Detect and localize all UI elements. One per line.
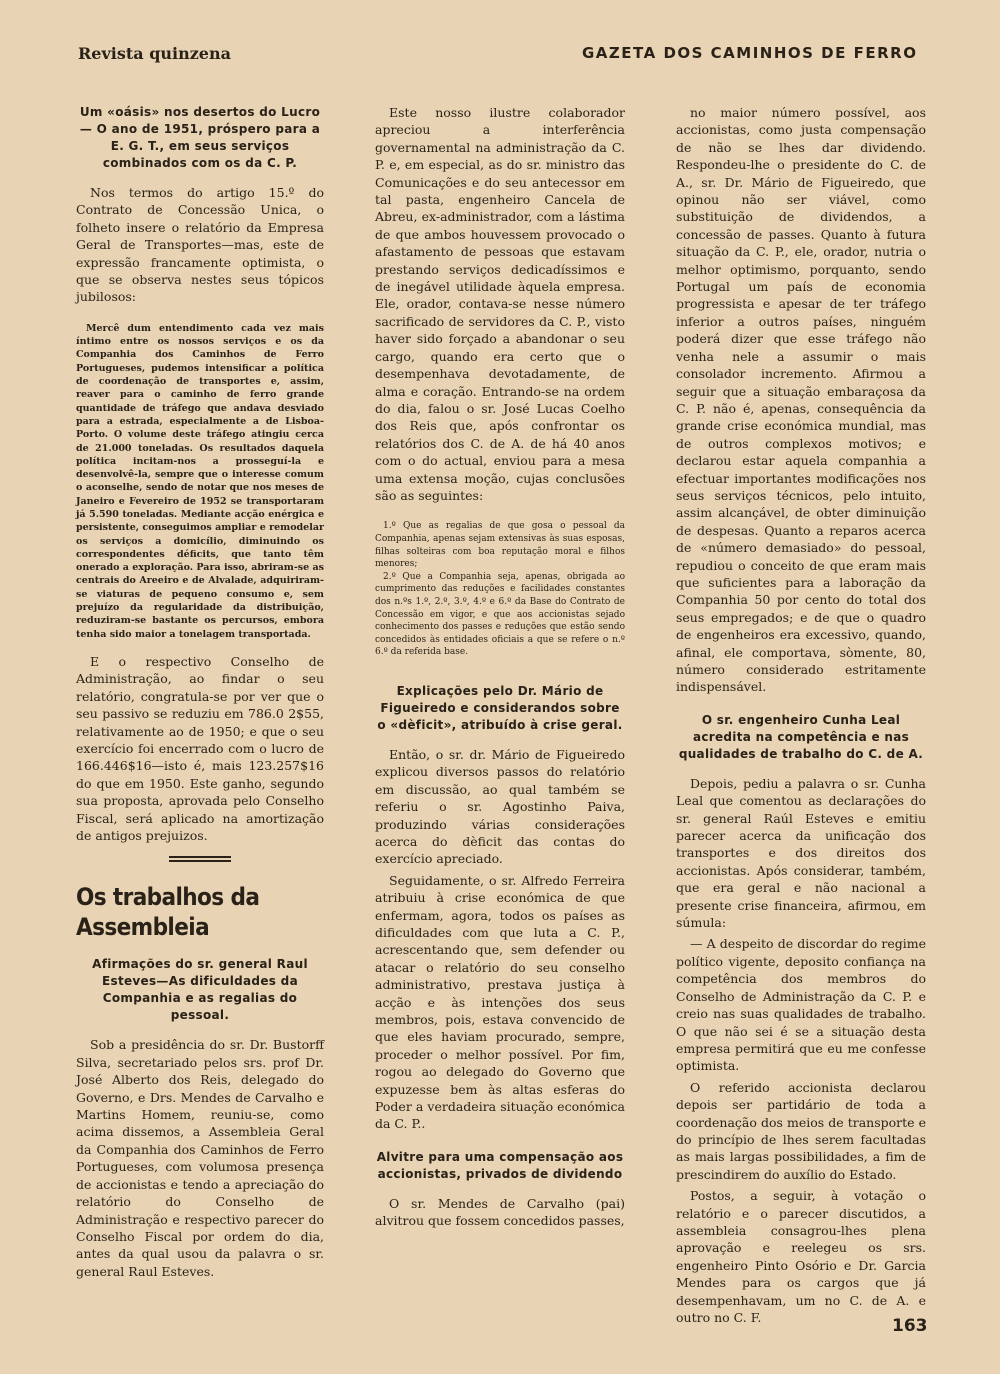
- motion-conclusion-1: 1.º Que as regalias de que gosa o pessoal da Companhia, apenas sejam extensivas às suas esposas, filhas solteiras com boa reputação moral e filhos menores;: [375, 521, 625, 570]
- column-1: [76, 104, 324, 1284]
- paragraph: Então, o sr. dr. Mário de Figueiredo explicou diversos passos do relatório em discussão, ao qual também se referiu o sr. Agostinho Paiva, produzindo várias considerações acerca do dèficit das contas do exercício apreciado.: [375, 746, 625, 867]
- article-subheading: Explicações pelo Dr. Mário de Figueiredo e considerandos sobre o «dèficit», atribuído à crise geral.: [377, 683, 623, 732]
- paragraph: O referido accionista declarou depois ser partidário de toda a coordenação dos meios de transporte e do princípio de lhes serem facultadas as mais largas possibilidades, a fim de prescindirem do auxílio do Estado.: [676, 1079, 926, 1182]
- article-subheading: Alvitre para uma compensação aos accionistas, privados de dividendo: [376, 1149, 624, 1181]
- paragraph: Postos, a seguir, à votação o relatório e o parecer discutidos, a assembleia consagrou-lhes plena aprovação e reelegeu os srs. engenheiro Pinto Osório e Dr. Garcia Mendes para os cargos que já desempenhavam, um no C. de A. e outro no C. F.: [676, 1188, 926, 1325]
- page-number: 163: [892, 1316, 928, 1336]
- divider: [169, 856, 231, 862]
- motion-conclusion-2: 2.º Que a Companhia seja, apenas, obrigada ao cumprimento das reduções e facilidades constantes dos n.ºs 1.º, 2.º, 3.º, 4.º e 6.º da Base do Contrato de Concessão em vigor, e que aos accionistas sejado conhecimento dos passes e reduções que estão sendo concedidos às entidades oficiais a que se refere o n.º 6.º da referida base.: [375, 571, 625, 658]
- header-left: Revista quinzena: [78, 44, 231, 63]
- paragraph: — A despeito de discordar do regime político vigente, deposito confiança na competência dos membros do Conselho de Administração da C. P. e creio nas suas qualidades de trabalho. O que não sei é se a situação desta empresa permitirá que eu me confesse optimista.: [676, 936, 926, 1074]
- article-subheading: Afirmações do sr. general Raul Esteves—As dificuldades da Companhia e as regalias do pessoal.: [92, 957, 308, 1023]
- quoted-report: Mercê dum entendimento cada vez mais íntimo entre os nossos serviços e os da Companhia dos Caminhos de Ferro Portugueses, pudemos intensificar a política de coordenação de transportes e, assim, reaver para o caminho de ferro grande quantidade de tráfego que andava desviado para a estrada, especialmente a de Lisboa-Porto. O volume deste tráfego atingiu cerca de 21.000 toneladas. Os resultados daquela política incitam-nos a prosseguí-la e desenvolvê-la, sempre que o interesse comum o aconselhe, sendo de notar que nos meses de Janeiro e Fevereiro de 1952 se transportaram já 5.590 toneladas. Mediante acção enérgica e persistente, conseguimos ampliar e remodelar os serviços a domicílio, diminuindo os correspondentes déficits, que tanto têm onerado a exploração. Para isso, abriram-se as centrais do Areeiro e de Alvalade, adquiriram-se viaturas de pequeno consumo e, sem prejuízo da regularidade da distribuição, reduziram-se bastante os percursos, embora tenha sido maior a tonelagem transportada.: [76, 322, 324, 640]
- paragraph: Sob a presidência do sr. Dr. Bustorff Silva, secretariado pelos srs. prof Dr. José Alberto dos Reis, delegado do Governo, e Drs. Mendes de Carvalho e Martins Homem, reuniu-se, como acima dissemos, a Assembleia Geral da Companhia dos Caminhos de Ferro Portugueses, com volumosa presença de accionistas e tendo a apreciação do relatório do Conselho de Administração e respectivo parecer do Conselho Fiscal por ordem do dia, antes da qual usou da palavra o sr. general Raul Esteves.: [76, 1037, 324, 1279]
- paragraph: Depois, pediu a palavra o sr. Cunha Leal que comentou as declarações do sr. general Raúl Esteves e emitiu parecer acerca da unificação dos transportes e dos direitos dos accionistas. Após considerar, também, que era geral e não nacional a presente crise financeira, afirmou, em súmula:: [676, 775, 926, 931]
- column-3: [676, 104, 926, 1330]
- header-title: GAZETA DOS CAMINHOS DE FERRO: [582, 44, 918, 62]
- paragraph: E o respectivo Conselho de Administração, ao findar o seu relatório, congratula-se por ver que o seu passivo se reduziu em 786.0 2$55, relativamente ao de 1950; e que o seu exercício foi encerrado com o lucro de 166.446$16—isto é, mais 123.257$16 do que em 1950. Este ganho, segundo sua proposta, aprovada pelo Conselho Fiscal, será aplicado na amortização de antigos prejuizos.: [76, 653, 324, 844]
- paragraph: Este nosso ilustre colaborador apreciou a interferência governamental na administração da C. P. e, em especial, as do sr. ministro das Comunicações e do seu antecessor em tal pasta, engenheiro Cancela de Abreu, ex-administrador, com a lástima de que ambos houvessem provocado o afastamento de pessoas que estavam prestando serviços dedicadíssimos e de inegável utilidade àquela empresa. Ele, orador, contava-se nesse número sacrificado de servidores da C. P., visto haver sido forçado a abandonar o seu cargo, quando era certo que o desempenhava devotadamente, de alma e coração. Entrando-se na ordem do dia, falou o sr. José Lucas Coelho dos Reis que, após confrontar os relatórios dos C. de A. de há 40 anos com o do actual, enviou para a mesa uma extensa moção, cujas conclusões são as seguintes:: [375, 105, 625, 503]
- article-subheading: O sr. engenheiro Cunha Leal acredita na competência e nas qualidades de trabalho do C. de A.: [678, 712, 924, 761]
- column-2: [375, 104, 625, 1234]
- paragraph: Seguidamente, o sr. Alfredo Ferreira atribuiu à crise económica de que enfermam, agora, todos os países as dificuldades com que luta a C. P., acrescentando que, sem defender ou atacar o relatório do seu conselho administrativo, prestava justiça à acção e às intenções dos seus membros, pois, estava convencido de que eles haviam procurado, sempre, proceder o melhor possível. Por fim, rogou ao delegado do Governo que expuzesse bem às altas esferas do Poder a verdadeira situação económica da C. P..: [375, 872, 625, 1132]
- section-title: Os trabalhos da Assembleia: [76, 883, 260, 942]
- paragraph: Nos termos do artigo 15.º do Contrato de Concessão Unica, o folheto insere o relatório da Empresa Geral de Transportes—mas, este de expressão francamente optimista, o que se observa nestes seus tópicos jubilosos:: [76, 185, 324, 305]
- paragraph: O sr. Mendes de Carvalho (pai) alvitrou que fossem concedidos passes,: [375, 1195, 625, 1229]
- paragraph: no maior número possível, aos accionistas, como justa compensação de não se lhes dar dividendo. Respondeu-lhe o presidente do C. de A., sr. Dr. Mário de Figueiredo, que opinou não ser viável, como substituição de dividendos, a concessão de passes. Quanto à futura situação da C. P., ele, orador, nutria o melhor optimismo, porquanto, sendo Portugal um país de economia progressista e apesar de ter tráfego inferior a outros países, ninguém poderá dizer que esse tráfego não venha nele a assumir o mais consolador incremento. Afirmou a seguir que a situação embaraçosa da C. P. não é, apenas, consequência da grande crise económica mundial, mas de outros complexos motivos; e declarou estar aquela companhia a efectuar importantes modificações nos seus serviços técnicos, pelo intuito, assim alcançável, de obter diminuição de despesas. Quanto a reparos acerca de «número demasiado» do pessoal, repudiou o conceito de que eram mais que suficientes para a laboração da Companhia 50 por cento do total dos seus empregados; e de que o quadro de engenheiros era excessivo, quando, afinal, ele comportava, sòmente, 80, número considerado estritamente indispensável.: [676, 105, 926, 695]
- article-subheading: Um «oásis» nos desertos do Lucro — O ano de 1951, próspero para a E. G. T., em seus serviços combinados com os da C. P.: [79, 105, 321, 170]
